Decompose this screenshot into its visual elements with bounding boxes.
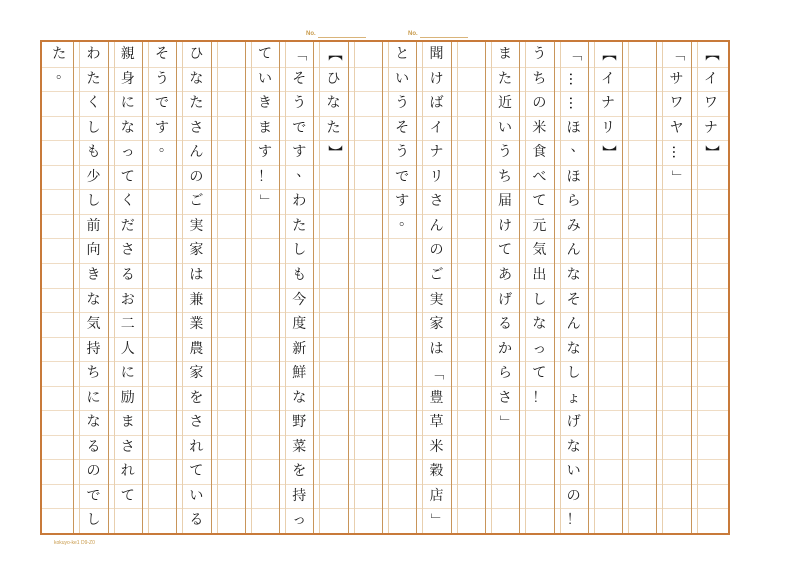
- manuscript-char: で: [395, 168, 410, 185]
- grid-column-line: [285, 42, 286, 533]
- manuscript-char: も: [292, 266, 307, 283]
- manuscript-char: 「: [428, 366, 445, 381]
- manuscript-char: 持: [86, 340, 101, 357]
- grid-column-line: [388, 42, 389, 533]
- manuscript-char: 業: [189, 316, 204, 333]
- manuscript-char: て: [189, 463, 204, 480]
- manuscript-char: 気: [532, 242, 547, 259]
- manuscript-char: に: [120, 365, 135, 382]
- manuscript-char: い: [498, 119, 513, 136]
- manuscript-char: あ: [498, 266, 513, 283]
- manuscript-char: 【: [325, 47, 342, 61]
- manuscript-char: て: [257, 46, 272, 62]
- grid-row-line: [42, 189, 728, 190]
- manuscript-char: 届: [498, 193, 513, 210]
- manuscript-char: ち: [498, 168, 513, 185]
- grid-row-line: [42, 459, 728, 460]
- manuscript-char: れ: [189, 438, 204, 455]
- manuscript-char: 、: [570, 139, 585, 156]
- manuscript-char: わ: [292, 193, 307, 210]
- grid-column-line: [519, 42, 520, 533]
- manuscript-char: た: [498, 70, 513, 87]
- manuscript-char: 【: [702, 47, 719, 61]
- manuscript-char: 】: [599, 145, 616, 160]
- manuscript-char: 【: [599, 47, 616, 61]
- grid-row-line: [42, 508, 728, 509]
- manuscript-char: る: [86, 438, 101, 455]
- manuscript-char: 草: [429, 414, 444, 431]
- grid-row-line: [42, 91, 728, 92]
- manuscript-char: だ: [120, 217, 135, 234]
- manuscript-char: な: [326, 95, 341, 112]
- manuscript-char: な: [566, 266, 581, 283]
- manuscript-char: く: [120, 193, 135, 210]
- manuscript-char: さ: [189, 119, 204, 136]
- manuscript-char: そ: [395, 119, 410, 136]
- number-line-left: [318, 37, 366, 38]
- manuscript-char: の: [189, 168, 204, 185]
- grid-column-line: [354, 42, 355, 533]
- manuscript-char: の: [566, 487, 581, 504]
- manuscript-char: 気: [86, 316, 101, 333]
- manuscript-char: て: [120, 487, 135, 504]
- manuscript-char: そ: [155, 46, 170, 62]
- manuscript-char: ま: [257, 119, 272, 136]
- manuscript-char: み: [566, 217, 581, 234]
- manuscript-char: ！: [566, 512, 581, 529]
- grid-column-line: [588, 42, 589, 533]
- manuscript-char: ！: [532, 389, 547, 406]
- manuscript-char: 農: [189, 340, 204, 357]
- manuscript-char: 。: [399, 212, 414, 229]
- grid-column-line: [313, 42, 314, 533]
- grid-row-line: [42, 238, 728, 239]
- manuscript-char: 米: [429, 438, 444, 455]
- manuscript-char: さ: [498, 389, 513, 406]
- manuscript-char: ご: [429, 266, 444, 283]
- manuscript-char: て: [532, 193, 547, 210]
- grid-column-line: [211, 42, 212, 533]
- manuscript-char: ナ: [600, 95, 615, 112]
- manuscript-char: 実: [189, 217, 204, 234]
- grid-row-line: [42, 165, 728, 166]
- manuscript-char: で: [292, 119, 307, 136]
- grid-row-line: [42, 484, 728, 485]
- manuscript-char: ら: [566, 193, 581, 210]
- manuscript-char: 度: [292, 316, 307, 333]
- manuscript-char: す: [155, 119, 170, 136]
- manuscript-char: し: [292, 242, 307, 259]
- manuscript-char: ば: [429, 95, 444, 112]
- manuscript-char: し: [532, 291, 547, 308]
- manuscript-char: も: [86, 144, 101, 161]
- manuscript-char: う: [498, 144, 513, 161]
- manuscript-char: べ: [532, 168, 547, 185]
- manuscript-char: ヤ: [669, 119, 684, 136]
- manuscript-char: 励: [120, 389, 135, 406]
- manuscript-char: 鮮: [292, 365, 307, 382]
- manuscript-char: ん: [189, 144, 204, 161]
- manuscript-char: し: [86, 193, 101, 210]
- manuscript-char: る: [189, 512, 204, 529]
- manuscript-char: 家: [189, 242, 204, 259]
- manuscript-char: た: [86, 70, 101, 87]
- manuscript-char: 「: [565, 47, 582, 61]
- grid-row-line: [42, 263, 728, 264]
- manuscript-char: 近: [498, 95, 513, 112]
- grid-column-line: [245, 42, 246, 533]
- manuscript-char: な: [86, 414, 101, 431]
- number-label-right: No.: [408, 31, 418, 37]
- grid-column-line: [691, 42, 692, 533]
- grid-row-line: [42, 116, 728, 117]
- manuscript-char: し: [86, 119, 101, 136]
- manuscript-char: な: [86, 291, 101, 308]
- grid-row-line: [42, 386, 728, 387]
- manuscript-char: ナ: [703, 119, 718, 136]
- grid-column-line: [148, 42, 149, 533]
- manuscript-char: ワ: [669, 95, 684, 112]
- manuscript-char: る: [120, 266, 135, 283]
- manuscript-char: 菜: [292, 438, 307, 455]
- manuscript-char: か: [498, 340, 513, 357]
- manuscript-char: 出: [532, 266, 547, 283]
- manuscript-char: わ: [86, 46, 101, 62]
- manuscript-char: っ: [120, 144, 135, 161]
- manuscript-char: ほ: [566, 168, 581, 185]
- manuscript-char: す: [257, 144, 272, 161]
- manuscript-char: 親: [120, 46, 135, 62]
- manuscript-char: 「: [668, 47, 685, 61]
- manuscript-char: 実: [429, 291, 444, 308]
- manuscript-char: っ: [532, 340, 547, 357]
- grid-row-line: [42, 67, 728, 68]
- manuscript-char: 人: [120, 340, 135, 357]
- manuscript-char: ひ: [189, 46, 204, 62]
- manuscript-char: の: [86, 463, 101, 480]
- manuscript-char: ワ: [703, 95, 718, 112]
- manuscript-char: 店: [429, 487, 444, 504]
- grid-column-line: [422, 42, 423, 533]
- manuscript-char: け: [498, 217, 513, 234]
- grid-column-line: [251, 42, 252, 533]
- manuscript-char: 、: [296, 163, 311, 180]
- manuscript-char: 」: [497, 415, 514, 430]
- grid-column-line: [79, 42, 80, 533]
- manuscript-char: 家: [429, 316, 444, 333]
- grid-column-line: [348, 42, 349, 533]
- grid-row-line: [42, 410, 728, 411]
- manuscript-char: を: [292, 463, 307, 480]
- manuscript-char: る: [498, 316, 513, 333]
- manuscript-char: 」: [428, 513, 445, 528]
- manuscript-char: 食: [532, 144, 547, 161]
- manuscript-char: ！: [257, 168, 272, 185]
- manuscript-char: さ: [120, 242, 135, 259]
- grid-column-line: [217, 42, 218, 533]
- manuscript-char: で: [86, 487, 101, 504]
- manuscript-char: 家: [189, 365, 204, 382]
- manuscript-char: と: [395, 46, 410, 62]
- manuscript-char: き: [257, 95, 272, 112]
- grid-row-line: [42, 288, 728, 289]
- manuscript-char: …: [668, 145, 685, 160]
- manuscript-char: そ: [566, 291, 581, 308]
- grid-column-line: [416, 42, 417, 533]
- manuscript-char: そ: [292, 70, 307, 87]
- manuscript-char: て: [532, 365, 547, 382]
- manuscript-char: け: [429, 70, 444, 87]
- manuscript-char: さ: [429, 193, 444, 210]
- manuscript-char: 兼: [189, 291, 204, 308]
- manuscript-char: げ: [498, 291, 513, 308]
- grid-column-line: [554, 42, 555, 533]
- manuscript-char: ん: [566, 242, 581, 259]
- manuscript-char: ち: [532, 70, 547, 87]
- manuscript-char: …: [565, 71, 582, 86]
- grid-column-line: [176, 42, 177, 533]
- grid-row-line: [42, 214, 728, 215]
- manuscript-char: き: [86, 266, 101, 283]
- grid-column-line: [622, 42, 623, 533]
- manuscript-char: て: [498, 242, 513, 259]
- manuscript-char: イ: [600, 70, 615, 87]
- manuscript-char: す: [292, 144, 307, 161]
- grid-column-line: [451, 42, 452, 533]
- grid-row-line: [42, 361, 728, 362]
- grid-column-line: [662, 42, 663, 533]
- manuscript-char: う: [532, 46, 547, 62]
- manuscript-char: う: [155, 70, 170, 87]
- grid-row-line: [42, 140, 728, 141]
- grid-column-line: [656, 42, 657, 533]
- grid-column-line: [279, 42, 280, 533]
- footer-code: kokuyo-ke1 D9-Z0: [54, 540, 95, 546]
- number-line-right: [420, 37, 468, 38]
- manuscript-char: い: [566, 463, 581, 480]
- grid-row-line: [42, 337, 728, 338]
- manuscript-char: う: [395, 95, 410, 112]
- manuscript-char: 野: [292, 414, 307, 431]
- manuscript-char: リ: [429, 168, 444, 185]
- manuscript-char: し: [566, 365, 581, 382]
- manuscript-char: な: [292, 389, 307, 406]
- number-label-left: No.: [306, 31, 316, 37]
- manuscript-char: ま: [498, 46, 513, 62]
- manuscript-char: た: [292, 217, 307, 234]
- manuscript-char: れ: [120, 463, 135, 480]
- manuscript-char: ら: [498, 365, 513, 382]
- manuscript-char: は: [189, 266, 204, 283]
- manuscript-char: 持: [292, 487, 307, 504]
- manuscript-char: イ: [429, 119, 444, 136]
- manuscript-char: う: [292, 95, 307, 112]
- manuscript-char: …: [565, 96, 582, 111]
- manuscript-char: ひ: [326, 70, 341, 87]
- manuscript-char: の: [532, 95, 547, 112]
- manuscript-char: 前: [86, 217, 101, 234]
- manuscript-char: さ: [120, 438, 135, 455]
- grid-column-line: [697, 42, 698, 533]
- manuscript-char: し: [86, 512, 101, 529]
- manuscript-char: の: [429, 242, 444, 259]
- manuscript-char: ん: [429, 217, 444, 234]
- manuscript-char: は: [429, 340, 444, 357]
- manuscript-char: ナ: [429, 144, 444, 161]
- manuscript-char: お: [120, 291, 135, 308]
- manuscript-char: っ: [292, 512, 307, 529]
- grid-column-line: [457, 42, 458, 533]
- manuscript-char: で: [155, 95, 170, 112]
- manuscript-char: た: [189, 95, 204, 112]
- manuscript-char: 新: [292, 340, 307, 357]
- manuscript-char: ご: [189, 193, 204, 210]
- manuscript-char: 元: [532, 217, 547, 234]
- grid-column-line: [108, 42, 109, 533]
- manuscript-char: に: [86, 389, 101, 406]
- grid-column-line: [560, 42, 561, 533]
- manuscript-char: げ: [566, 414, 581, 431]
- manuscript-char: を: [189, 389, 204, 406]
- grid-column-line: [491, 42, 492, 533]
- manuscript-char: ん: [566, 316, 581, 333]
- manuscript-char: い: [257, 70, 272, 87]
- manuscript-char: さ: [189, 414, 204, 431]
- grid-column-line: [628, 42, 629, 533]
- manuscript-char: 身: [120, 70, 135, 87]
- manuscript-char: 向: [86, 242, 101, 259]
- grid-row-line: [42, 435, 728, 436]
- manuscript-char: い: [189, 487, 204, 504]
- manuscript-char: 今: [292, 291, 307, 308]
- grid-row-line: [42, 312, 728, 313]
- manuscript-char: 米: [532, 119, 547, 136]
- manuscript-char: う: [395, 144, 410, 161]
- manuscript-char: く: [86, 95, 101, 112]
- manuscript-char: な: [532, 316, 547, 333]
- grid-column-line: [142, 42, 143, 533]
- manuscript-char: ほ: [566, 119, 581, 136]
- manuscript-char: な: [566, 438, 581, 455]
- manuscript-grid: [40, 40, 730, 535]
- grid-column-line: [73, 42, 74, 533]
- manuscript-char: 」: [256, 194, 273, 209]
- manuscript-char: 】: [702, 145, 719, 160]
- manuscript-char: に: [120, 95, 135, 112]
- manuscript-char: 豊: [429, 389, 444, 406]
- manuscript-char: 。: [159, 139, 174, 156]
- manuscript-char: ち: [86, 365, 101, 382]
- manuscript-char: 「: [291, 47, 308, 61]
- manuscript-char: て: [120, 168, 135, 185]
- manuscript-char: た: [326, 119, 341, 136]
- manuscript-char: リ: [600, 119, 615, 136]
- grid-column-line: [485, 42, 486, 533]
- manuscript-char: 二: [120, 316, 135, 333]
- manuscript-char: 少: [86, 168, 101, 185]
- manuscript-char: 。: [56, 65, 71, 82]
- manuscript-char: す: [395, 193, 410, 210]
- grid-column-line: [319, 42, 320, 533]
- grid-column-line: [594, 42, 595, 533]
- grid-column-line: [525, 42, 526, 533]
- manuscript-char: た: [52, 46, 67, 62]
- manuscript-char: な: [189, 70, 204, 87]
- manuscript-char: 】: [325, 145, 342, 160]
- grid-column-line: [114, 42, 115, 533]
- manuscript-char: ま: [120, 414, 135, 431]
- manuscript-char: な: [566, 340, 581, 357]
- manuscript-char: な: [120, 119, 135, 136]
- manuscript-char: い: [395, 70, 410, 87]
- manuscript-char: イ: [703, 70, 718, 87]
- grid-column-line: [382, 42, 383, 533]
- manuscript-char: 」: [668, 169, 685, 184]
- grid-column-line: [182, 42, 183, 533]
- manuscript-char: 聞: [429, 46, 444, 62]
- manuscript-char: サ: [669, 70, 684, 87]
- manuscript-char: ょ: [566, 389, 581, 406]
- manuscript-char: 穀: [429, 463, 444, 480]
